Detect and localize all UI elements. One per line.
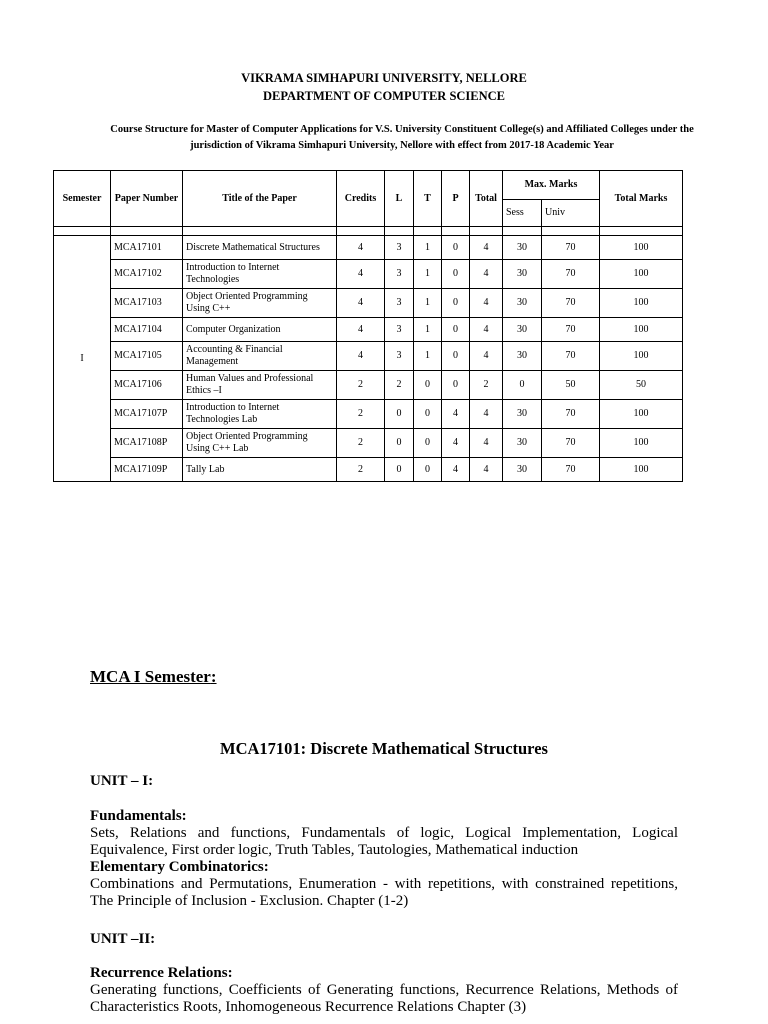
cell-title: Object Oriented Programming Using C++ Lab	[183, 429, 337, 458]
cell-credits: 2	[337, 371, 385, 400]
cell-title: Tally Lab	[183, 458, 337, 482]
course-structure-table	[53, 170, 683, 482]
cell-l: 3	[385, 236, 414, 260]
university-title	[0, 69, 768, 105]
combinatorics-heading: Elementary Combinatorics:	[90, 859, 269, 875]
cell-title: Computer Organization	[183, 318, 337, 342]
cell-total-marks: 100	[600, 236, 683, 260]
cell-credits: 4	[337, 318, 385, 342]
cell-paper: MCA17104	[111, 318, 183, 342]
cell-l: 2	[385, 371, 414, 400]
cell-t: 1	[414, 260, 442, 289]
cell-sess: 30	[503, 289, 542, 318]
cell-univ: 70	[542, 429, 600, 458]
cell-p: 0	[442, 318, 470, 342]
cell-paper: MCA17109P	[111, 458, 183, 482]
cell-sess: 30	[503, 458, 542, 482]
cell-t: 0	[414, 400, 442, 429]
cell-credits: 4	[337, 236, 385, 260]
cell-sess: 30	[503, 236, 542, 260]
table-row	[54, 400, 683, 429]
semester-heading: MCA I Semester:	[90, 667, 217, 686]
cell-paper: MCA17106	[111, 371, 183, 400]
cell-total: 4	[470, 236, 503, 260]
header-paper-number: Paper Number	[111, 171, 183, 227]
header-l: L	[385, 171, 414, 227]
header-t: T	[414, 171, 442, 227]
recurrence-heading: Recurrence Relations:	[90, 965, 233, 981]
cell-total: 4	[470, 289, 503, 318]
cell-univ: 70	[542, 260, 600, 289]
cell-l: 0	[385, 429, 414, 458]
cell-total: 4	[470, 429, 503, 458]
header-total: Total	[470, 171, 503, 227]
semester-cell: I	[54, 236, 111, 482]
cell-sess: 30	[503, 429, 542, 458]
cell-credits: 4	[337, 289, 385, 318]
cell-l: 0	[385, 400, 414, 429]
header-semester: Semester	[54, 171, 111, 227]
course-caption-line1: Course Structure for Master of Computer Applications for V.S. University Constituent College(s) and Affiliated Colleges under the	[110, 124, 694, 135]
cell-credits: 4	[337, 260, 385, 289]
fundamentals-text: Sets, Relations and functions, Fundamentals of logic, Logical Implementation, Logical Equivalence, First order logic, Truth Tables, Tautologies, Mathematical induction	[90, 825, 678, 858]
cell-p: 4	[442, 458, 470, 482]
cell-title: Accounting & Financial Management	[183, 342, 337, 371]
cell-sess: 30	[503, 318, 542, 342]
cell-total-marks: 50	[600, 371, 683, 400]
cell-sess: 0	[503, 371, 542, 400]
cell-paper: MCA17107P	[111, 400, 183, 429]
combinatorics-text: Combinations and Permutations, Enumeration - with repetitions, with constrained repetitions, The Principle of Inclusion - Exclusion. Chapter (1-2)	[90, 876, 678, 909]
cell-paper: MCA17101	[111, 236, 183, 260]
cell-sess: 30	[503, 260, 542, 289]
cell-univ: 70	[542, 342, 600, 371]
cell-univ: 70	[542, 400, 600, 429]
cell-sess: 30	[503, 342, 542, 371]
table-row	[54, 260, 683, 289]
header-univ: Univ	[542, 200, 600, 227]
cell-p: 4	[442, 429, 470, 458]
cell-t: 1	[414, 289, 442, 318]
cell-total: 4	[470, 342, 503, 371]
table-row	[54, 318, 683, 342]
cell-t: 0	[414, 458, 442, 482]
cell-title: Discrete Mathematical Structures	[183, 236, 337, 260]
header-p: P	[442, 171, 470, 227]
cell-total: 4	[470, 400, 503, 429]
unit2-title: UNIT –II:	[90, 931, 156, 947]
course-caption-line2: jurisdiction of Vikrama Simhapuri University, Nellore with effect from 2017-18 Academic Year	[190, 140, 614, 151]
cell-sess: 30	[503, 400, 542, 429]
cell-total-marks: 100	[600, 458, 683, 482]
cell-paper: MCA17105	[111, 342, 183, 371]
cell-credits: 4	[337, 342, 385, 371]
unit1-title: UNIT – I:	[90, 773, 154, 789]
cell-p: 0	[442, 260, 470, 289]
cell-univ: 70	[542, 289, 600, 318]
cell-l: 0	[385, 458, 414, 482]
cell-total-marks: 100	[600, 342, 683, 371]
cell-univ: 70	[542, 458, 600, 482]
cell-credits: 2	[337, 429, 385, 458]
cell-total: 2	[470, 371, 503, 400]
table-row	[54, 289, 683, 318]
cell-total: 4	[470, 318, 503, 342]
university-name: VIKRAMA SIMHAPURI UNIVERSITY, NELLORE	[241, 71, 527, 85]
table-row	[54, 342, 683, 371]
cell-univ: 50	[542, 371, 600, 400]
cell-total-marks: 100	[600, 400, 683, 429]
cell-total-marks: 100	[600, 318, 683, 342]
cell-t: 0	[414, 371, 442, 400]
cell-p: 4	[442, 400, 470, 429]
cell-l: 3	[385, 289, 414, 318]
header-sess: Sess	[503, 200, 542, 227]
cell-p: 0	[442, 289, 470, 318]
spacer-cell	[54, 227, 111, 236]
cell-t: 1	[414, 342, 442, 371]
table-row	[54, 429, 683, 458]
table-row	[54, 371, 683, 400]
header-title: Title of the Paper	[183, 171, 337, 227]
fundamentals-heading: Fundamentals:	[90, 808, 187, 824]
cell-univ: 70	[542, 236, 600, 260]
cell-total-marks: 100	[600, 289, 683, 318]
cell-p: 0	[442, 236, 470, 260]
cell-total: 4	[470, 458, 503, 482]
cell-t: 1	[414, 236, 442, 260]
cell-l: 3	[385, 342, 414, 371]
paper-title: MCA17101: Discrete Mathematical Structures	[220, 739, 548, 758]
cell-p: 0	[442, 371, 470, 400]
cell-total-marks: 100	[600, 260, 683, 289]
cell-l: 3	[385, 318, 414, 342]
cell-title: Introduction to Internet Technologies Lab	[183, 400, 337, 429]
cell-paper: MCA17108P	[111, 429, 183, 458]
unit2-content	[90, 965, 678, 1016]
cell-univ: 70	[542, 318, 600, 342]
cell-paper: MCA17103	[111, 289, 183, 318]
header-max-marks: Max. Marks	[503, 171, 600, 200]
table-row	[54, 236, 683, 260]
cell-credits: 2	[337, 400, 385, 429]
cell-title: Introduction to Internet Technologies	[183, 260, 337, 289]
cell-l: 3	[385, 260, 414, 289]
course-structure-caption	[70, 122, 734, 154]
cell-credits: 2	[337, 458, 385, 482]
cell-total: 4	[470, 260, 503, 289]
cell-paper: MCA17102	[111, 260, 183, 289]
cell-total-marks: 100	[600, 429, 683, 458]
department-name: DEPARTMENT OF COMPUTER SCIENCE	[262, 89, 506, 103]
cell-t: 1	[414, 318, 442, 342]
header-total-marks: Total Marks	[600, 171, 683, 227]
cell-title: Object Oriented Programming Using C++	[183, 289, 337, 318]
cell-t: 0	[414, 429, 442, 458]
unit1-content	[90, 808, 678, 910]
cell-p: 0	[442, 342, 470, 371]
header-credits: Credits	[337, 171, 385, 227]
table-row	[54, 458, 683, 482]
recurrence-text: Generating functions, Coefficients of Generating functions, Recurrence Relations, Methods of Characteristics Roots, Inhomogeneous Recurrence Relations Chapter (3)	[90, 982, 678, 1015]
cell-title: Human Values and Professional Ethics –I	[183, 371, 337, 400]
